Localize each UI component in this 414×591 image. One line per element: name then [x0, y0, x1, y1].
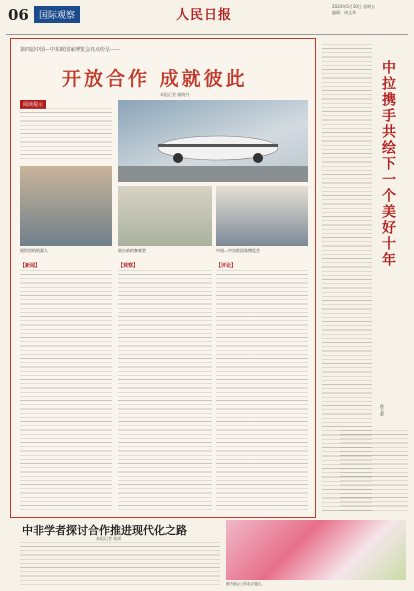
- reading-tip-tag: 阅读提示: [20, 100, 46, 109]
- bottom-byline: 本报记者 曲颂: [96, 536, 122, 541]
- photo-caption-right: 中国—中东欧国家博览会: [216, 248, 260, 253]
- date-line-1: 2024年5月10日 星期五: [332, 4, 376, 9]
- section-tag: 国际观察: [34, 6, 80, 23]
- right-column-text-b: [340, 430, 408, 514]
- subhead-observe: 【观察】: [118, 263, 139, 269]
- column-text-3: [216, 270, 308, 510]
- bottom-headline: 中非学者探讨合作推进现代化之路: [22, 524, 187, 537]
- paper-name: 人民日报: [176, 8, 233, 23]
- feature-photo-right: [216, 186, 308, 246]
- subhead-news: 【新闻】: [20, 263, 41, 269]
- bottom-photo: [226, 520, 406, 580]
- page-number: 06: [8, 6, 29, 24]
- lede-text: [20, 108, 112, 160]
- photo-caption-middle: 展台前的参观者: [118, 248, 146, 253]
- bottom-photo-caption: 图为展会上的花卉展区。: [226, 582, 265, 586]
- feature-photo-middle: [118, 186, 212, 246]
- dateline: [332, 4, 410, 16]
- feature-headline: 开放合作 成就彼此: [62, 68, 248, 90]
- date-line-2: 编辑：胡文华: [332, 10, 356, 15]
- feature-kicker: 第四届中国—中东欧国家博览会亮点纷呈——: [20, 47, 121, 53]
- column-text-2: [118, 270, 212, 510]
- aircraft-illustration: [118, 100, 308, 182]
- masthead-rule: [6, 34, 408, 35]
- right-column-byline: 孙立彩: [380, 404, 385, 416]
- photo-caption-left: 展馆里的机器人: [20, 248, 48, 253]
- subhead-comment: 【评论】: [216, 263, 237, 269]
- bottom-article-text: [20, 542, 220, 588]
- right-column-vertical-title: 中拉携手共绘下一个美好十年: [380, 60, 396, 268]
- column-text-1: [20, 270, 112, 510]
- feature-photo-main: [118, 100, 308, 182]
- feature-byline: 本报记者 姚晓丹: [160, 92, 190, 97]
- feature-photo-left: [20, 166, 112, 246]
